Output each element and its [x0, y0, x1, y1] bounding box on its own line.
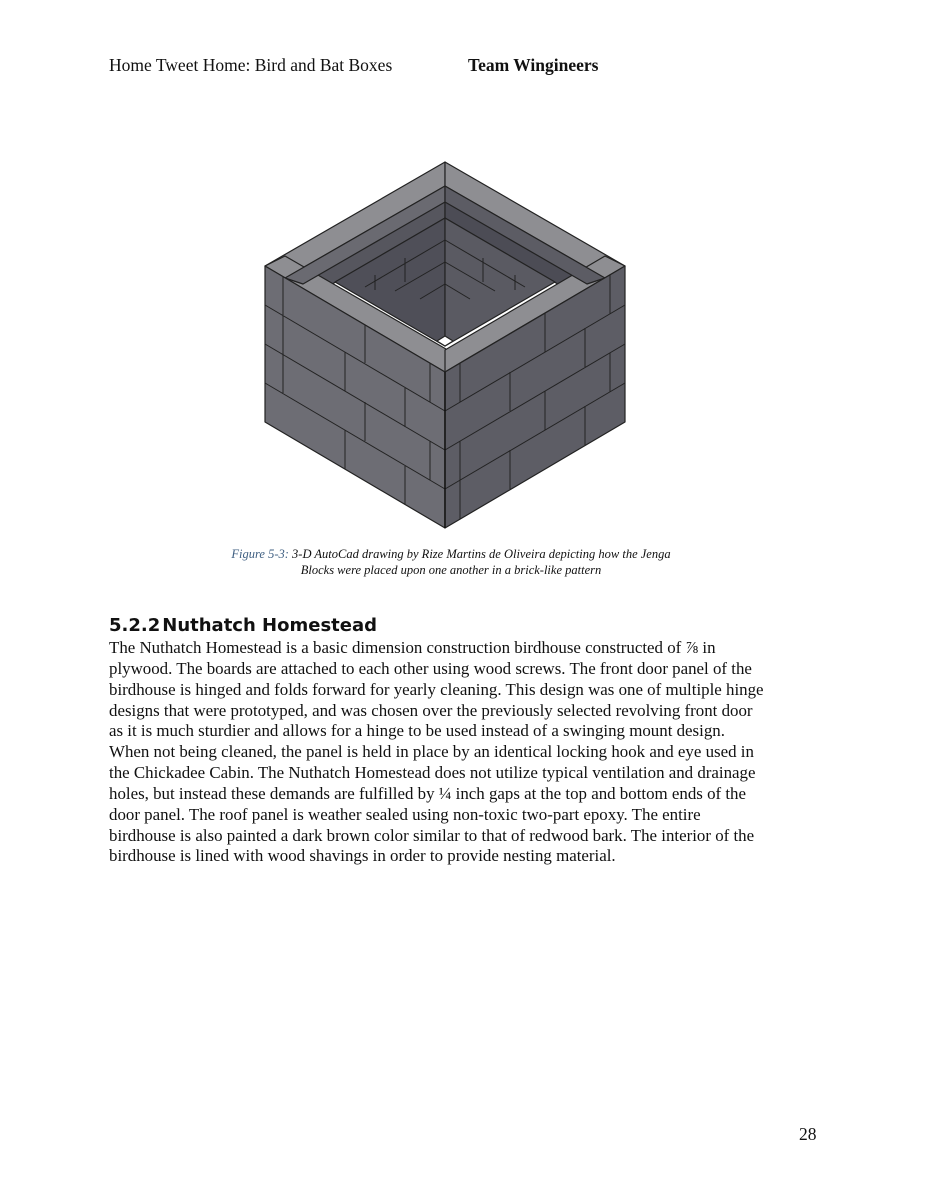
section-heading	[109, 615, 377, 636]
figure-caption-line1: 3-D AutoCad drawing by Rize Martins de Oliveira depicting how the Jenga	[292, 547, 671, 561]
page-number: 28	[799, 1124, 817, 1144]
body-paragraph: The Nuthatch Homestead is a basic dimension construction birdhouse constructed of ⅞ in plywood. The boards are attached to each other using wood screws. The front door panel of the birdhouse is hinged and folds forward for yearly cleaning. This design was one of multiple hinge designs that were prototyped, and was chosen over the previously selected revolving front door as it is much sturdier and allows for a hinge to be used instead of a swinging mount design. When not being cleaned, the panel is held in place by an identical locking hook and eye used in the Chickadee Cabin. The Nuthatch Homestead does not utilize typical ventilation and drainage holes, but instead these demands are fulfilled by ¼ inch gaps at the top and bottom ends of the door panel. The roof panel is weather sealed using non-toxic two-part epoxy. The entire birdhouse is also painted a dark brown color similar to that of redwood bark. The interior of the birdhouse is lined with wood shavings in order to provide nesting material.	[109, 638, 764, 866]
running-header-title: Home Tweet Home: Bird and Bat Boxes	[109, 55, 393, 75]
jenga-block-drawing	[255, 150, 645, 540]
running-header-team: Team Wingineers	[468, 55, 599, 75]
figure-caption	[160, 546, 742, 578]
section-number: 5.2.2	[109, 615, 161, 636]
isometric-block-box-illustration	[255, 150, 645, 540]
figure-label: Figure 5-3:	[231, 547, 289, 561]
section-title: Nuthatch Homestead	[162, 615, 378, 636]
figure-caption-line2: Blocks were placed upon one another in a brick-like pattern	[300, 563, 602, 577]
